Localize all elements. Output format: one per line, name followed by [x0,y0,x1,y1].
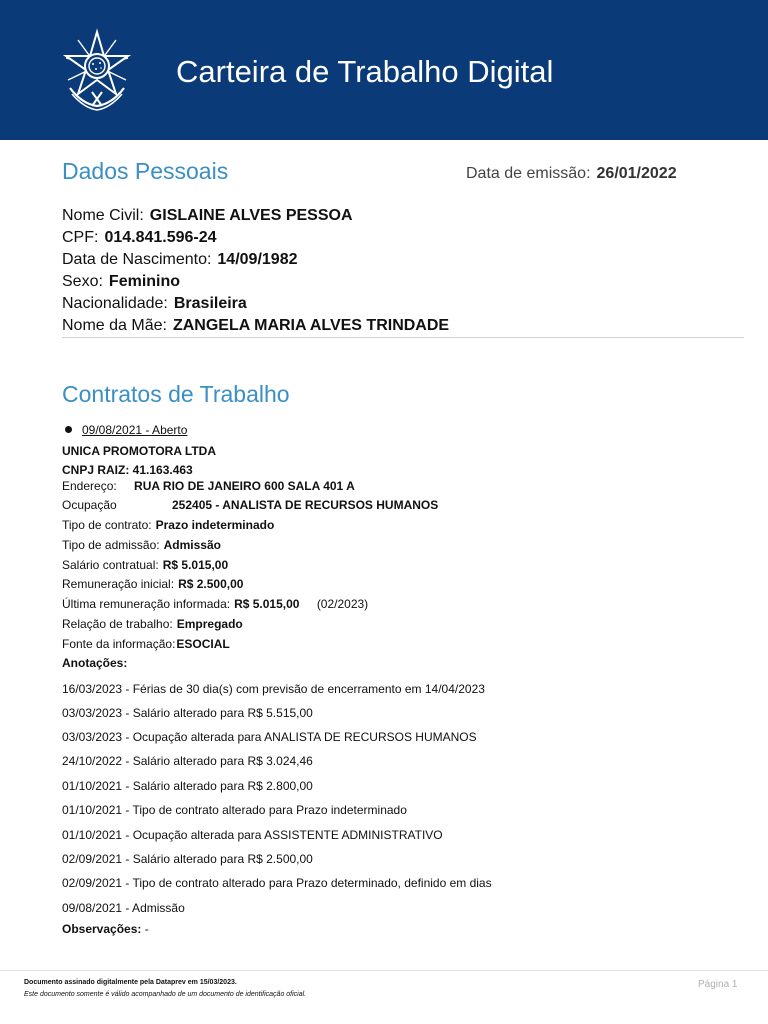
salary-value: R$ 5.015,00 [162,558,229,572]
contracts-section-title: Contratos de Trabalho [62,381,290,407]
field-sex [62,273,180,291]
observations-label: Observações: [62,922,142,936]
annotation-item: 01/10/2021 - Ocupação alterada para ASSISTENTE ADMINISTRATIVO [62,828,443,842]
field-value: Brasileira [173,295,247,312]
issue-date-label: Data de emissão: [466,165,591,182]
field-label: CPF: [62,229,99,246]
last-pay-period: (02/2023) [316,597,369,611]
field-value: Feminino [108,273,181,290]
header-title: Carteira de Trabalho Digital [176,54,554,89]
field-value: GISLAINE ALVES PESSOA [149,207,353,224]
relation-row [62,617,243,631]
initial-pay-value: R$ 2.500,00 [178,577,244,591]
admission-type-value: Admissão [163,538,221,552]
annotation-item: 01/10/2021 - Salário alterado para R$ 2.800,00 [62,779,313,793]
occupation-row [62,498,438,512]
admission-type-label: Tipo de admissão: [62,538,160,552]
field-label: Nome da Mãe: [62,317,167,334]
annotation-item: 24/10/2022 - Salário alterado para R$ 3.024,46 [62,754,313,768]
annotations-label: Anotações: [62,656,128,670]
occupation-value: 252405 - ANALISTA DE RECURSOS HUMANOS [172,498,439,512]
company-cnpj: CNPJ RAIZ: 41.163.463 [62,463,193,477]
address-value: RUA RIO DE JANEIRO 600 SALA 401 A [134,479,355,493]
initial-pay-label: Remuneração inicial: [62,577,175,591]
field-nationality [62,295,247,313]
field-civil-name [62,207,353,225]
contract-header: 09/08/2021 - Aberto [82,423,188,437]
issue-date-value: 26/01/2022 [596,165,677,182]
observations-value: - [144,922,149,936]
annotation-item: 09/08/2021 - Admissão [62,901,185,915]
annotation-item: 02/09/2021 - Salário alterado para R$ 2.500,00 [62,852,313,866]
bullet-icon [65,426,72,433]
field-cpf [62,229,217,247]
last-pay-value: R$ 5.015,00 [234,597,300,611]
field-value: 14/09/1982 [217,251,298,268]
address-label: Endereço: [62,479,117,493]
header-banner [0,0,768,140]
observations-row [62,922,149,936]
annotation-item: 03/03/2023 - Salário alterado para R$ 5.515,00 [62,706,313,720]
field-label: Sexo: [62,273,103,290]
contract-type-value: Prazo indeterminado [155,518,275,532]
issue-date-row [466,165,677,183]
field-mother-name [62,317,449,335]
relation-label: Relação de trabalho: [62,617,173,631]
field-label: Nacionalidade: [62,295,168,312]
field-value: 014.841.596-24 [104,229,217,246]
contract-type-row [62,518,274,532]
last-pay-row [62,597,368,611]
field-label: Data de Nascimento: [62,251,212,268]
relation-value: Empregado [176,617,243,631]
source-row [62,637,230,651]
company-name: UNICA PROMOTORA LTDA [62,444,216,458]
source-value: ESOCIAL [176,637,230,651]
footer-signature: Documento assinado digitalmente pela Dataprev em 15/03/2023. [24,979,237,986]
field-label: Nome Civil: [62,207,144,224]
field-birth-date [62,251,297,269]
section-divider [62,337,744,338]
salary-row [62,558,228,572]
page-number: Página 1 [698,979,738,990]
footer-validity: Este documento somente é válido acompanhado de um documento de identificação oficial. [24,991,307,998]
address-row [62,479,355,493]
footer-divider [0,970,768,971]
salary-label: Salário contratual: [62,558,159,572]
annotation-item: 02/09/2021 - Tipo de contrato alterado para Prazo determinado, definido em dias [62,876,492,890]
contract-type-label: Tipo de contrato: [62,518,152,532]
coat-of-arms-icon [62,28,132,114]
source-label: Fonte da informação: [62,637,176,651]
initial-pay-row [62,577,243,591]
last-pay-label: Última remuneração informada: [62,597,231,611]
annotation-item: 03/03/2023 - Ocupação alterada para ANALISTA DE RECURSOS HUMANOS [62,730,477,744]
occupation-label: Ocupação [62,498,117,512]
admission-type-row [62,538,221,552]
field-value: ZANGELA MARIA ALVES TRINDADE [172,317,450,334]
annotation-item: 01/10/2021 - Tipo de contrato alterado para Prazo indeterminado [62,803,407,817]
annotation-item: 16/03/2023 - Férias de 30 dia(s) com previsão de encerramento em 14/04/2023 [62,682,485,696]
personal-section-title: Dados Pessoais [62,158,229,184]
